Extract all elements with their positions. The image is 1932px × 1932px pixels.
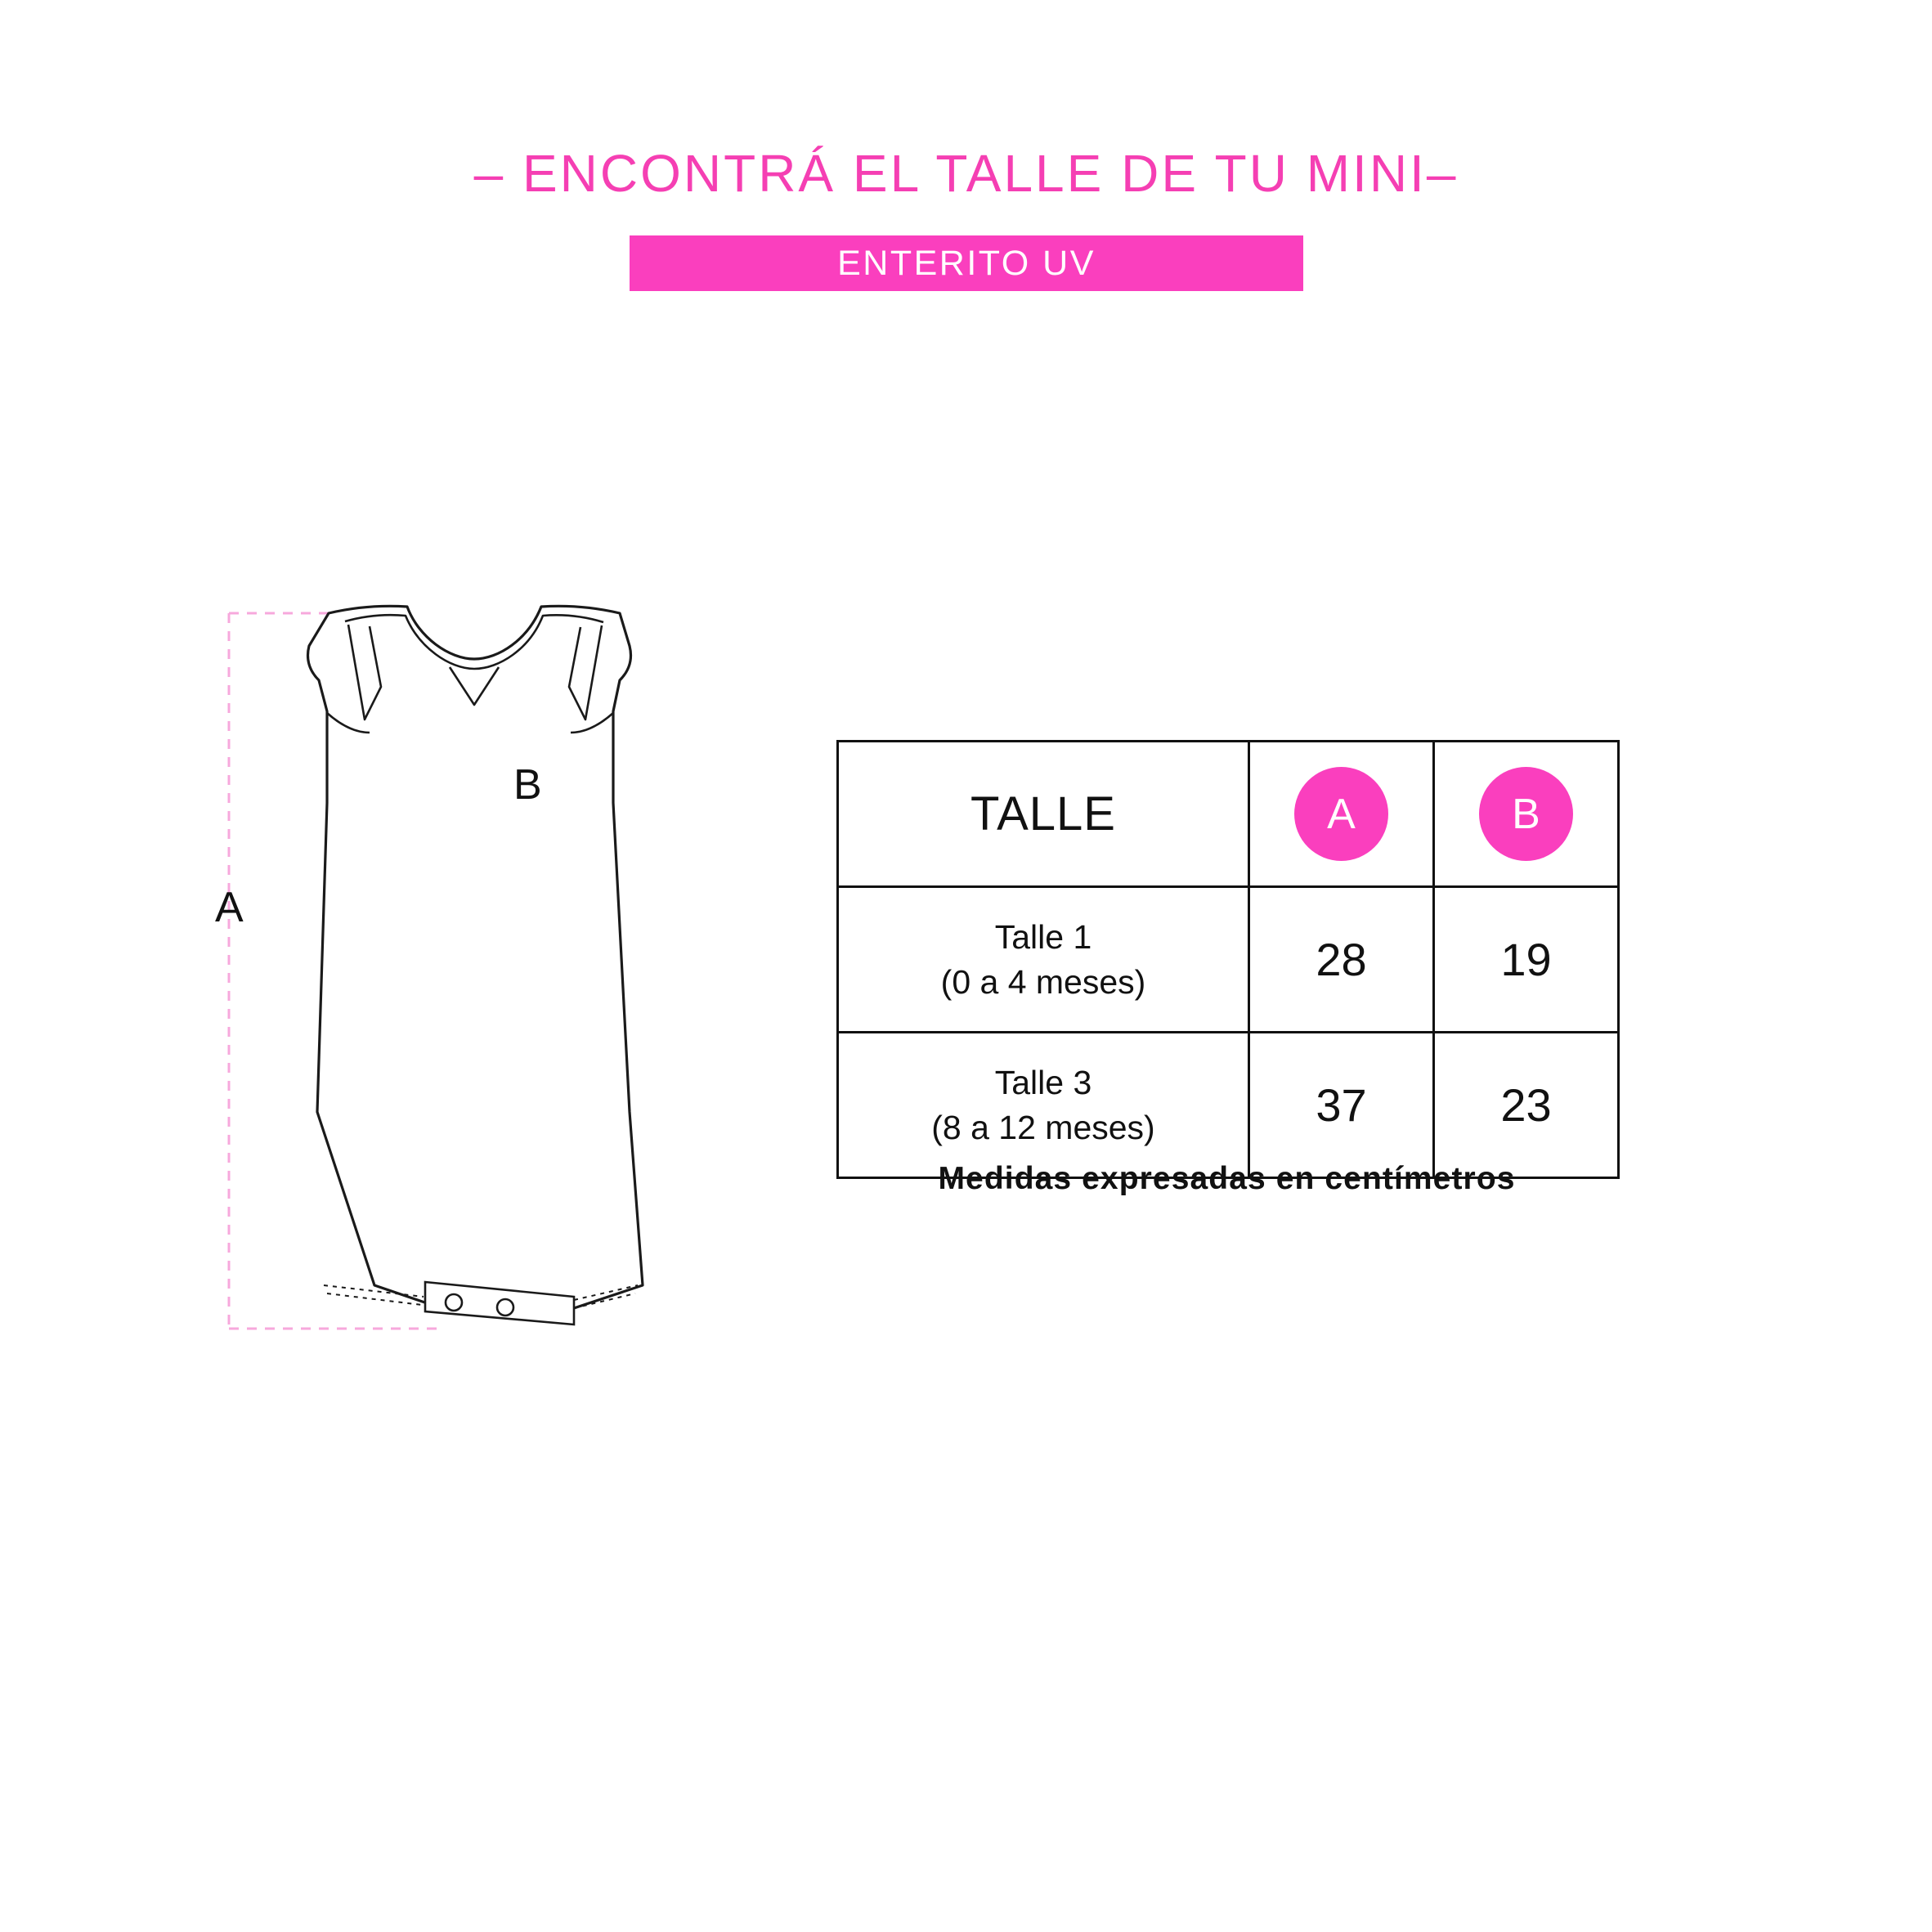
- size-table: [836, 740, 1620, 1179]
- header-label-talle: TALLE: [970, 787, 1116, 840]
- dimension-label-b: B: [513, 761, 542, 809]
- cell-measure-a: 37: [1249, 1033, 1434, 1178]
- badge-b: B: [1479, 767, 1573, 861]
- cell-measure-b: 23: [1434, 1033, 1619, 1178]
- table-row: [838, 1033, 1619, 1178]
- subtitle-band: [630, 235, 1303, 291]
- header: [0, 143, 1932, 204]
- garment-illustration: [204, 589, 793, 1357]
- cell-measure-b: 19: [1434, 887, 1619, 1033]
- size-age-range: (0 a 4 meses): [940, 962, 1146, 1001]
- table-row: [838, 887, 1619, 1033]
- onesie-outline: [308, 606, 643, 1311]
- table-header-row: [838, 742, 1619, 887]
- header-cell-a: [1249, 742, 1434, 887]
- size-table-wrapper: [836, 740, 1617, 1179]
- cell-size-name: [838, 1033, 1249, 1178]
- dimension-label-a: A: [215, 884, 244, 931]
- measurement-units-note: Medidas expresadas en centímetros: [938, 1161, 1516, 1196]
- cell-size-name: [838, 887, 1249, 1033]
- subtitle-label: ENTERITO UV: [837, 243, 1096, 283]
- badge-a: A: [1294, 767, 1388, 861]
- size-label: Talle 1: [994, 918, 1092, 957]
- size-age-range: (8 a 12 meses): [931, 1108, 1155, 1146]
- size-label: Talle 3: [994, 1064, 1092, 1102]
- header-cell-talle: [838, 742, 1249, 887]
- header-cell-b: [1434, 742, 1619, 887]
- cell-measure-a: 28: [1249, 887, 1434, 1033]
- page-title: – ENCONTRÁ EL TALLE DE TU MINI–: [473, 144, 1459, 203]
